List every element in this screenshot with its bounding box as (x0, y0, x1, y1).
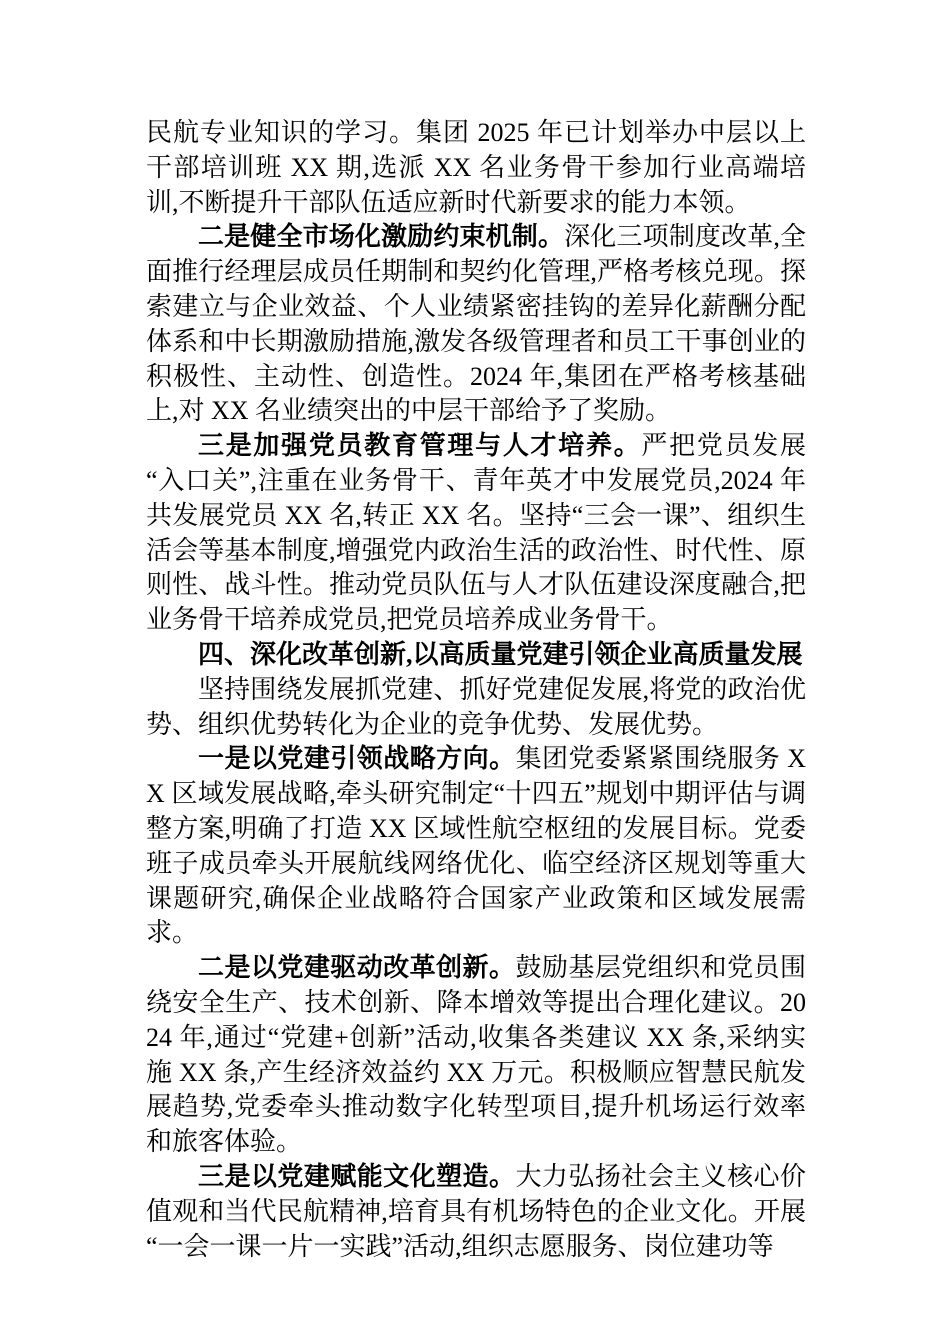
paragraph-text: 大力弘扬社会主义核心价值观和当代民航精神,培育具有机场特色的企业文化。开展“一会一课一片一实践”活动,组织志愿服务、岗位建功等 (146, 1161, 806, 1261)
paragraph-continuation (146, 116, 806, 220)
paragraph (146, 742, 806, 951)
paragraph (146, 1160, 806, 1264)
paragraph-text: 集团党委紧紧围绕服务 XX 区域发展战略,牵头研究制定“十四五”规划中期评估与调整方案,明确了打造 XX 区域性航空枢纽的发展目标。党委班子成员牵头开展航线网络优化、临空经济区规划等重大课题研究,确保企业战略符合国家产业政策和区域发展需求。 (146, 744, 806, 948)
paragraph-text: 鼓励基层党组织和党员围绕安全生产、技术创新、降本增效等提出合理化建议。2024 年,通过“党建+创新”活动,收集各类建议 XX 条,采纳实施 XX 条,产生经济效益约 XX 万元。积极顺应智慧民航发展趋势,党委牵头推动数字化转型项目,提升机场运行效率和旅客体验。 (146, 953, 806, 1157)
paragraph (146, 220, 806, 429)
paragraph-text: 民航专业知识的学习。集团 2025 年已计划举办中层以上干部培训班 XX 期,选派 XX 名业务骨干参加行业高端培训,不断提升干部队伍适应新时代新要求的能力本领。 (146, 118, 806, 217)
document-body (146, 116, 806, 1264)
paragraph-text: 坚持围绕发展抓党建、抓好党建促发展,将党的政治优势、组织优势转化为企业的竞争优势、发展优势。 (146, 674, 806, 739)
paragraph-lead-bold: 二是以党建驱动改革创新。 (198, 953, 516, 983)
paragraph-text: 深化三项制度改革,全面推行经理层成员任期制和契约化管理,严格考核兑现。探索建立与企业效益、个人业绩紧密挂钩的差异化薪酬分配体系和中长期激励措施,激发各级管理者和员工干事创业的积极性、主动性、创造性。2024 年,集团在严格考核基础上,对 XX 名业绩突出的中层干部给予了奖励。 (146, 222, 806, 426)
paragraph (146, 951, 806, 1160)
paragraph-lead-bold: 一是以党建引领战略方向。 (198, 744, 516, 774)
paragraph-text: 严把党员发展“入口关”,注重在业务骨干、青年英才中发展党员,2024 年共发展党员 XX 名,转正 XX 名。坚持“三会一课”、组织生活会等基本制度,增强党内政治生活的政治性、时代性、原则性、战斗性。推动党员队伍与人才队伍建设深度融合,把业务骨干培养成党员,把党员培养成业务骨干。 (146, 431, 806, 635)
paragraph-lead-bold: 三是以党建赋能文化塑造。 (198, 1161, 516, 1191)
paragraph-lead-bold: 三是加强党员教育管理与人才培养。 (198, 431, 642, 461)
section-heading (146, 638, 806, 673)
section-heading-text: 四、深化改革创新,以高质量党建引领企业高质量发展 (198, 639, 803, 669)
paragraph (146, 673, 806, 743)
paragraph-lead-bold: 二是健全市场化激励约束机制。 (198, 222, 565, 252)
paragraph (146, 429, 806, 638)
